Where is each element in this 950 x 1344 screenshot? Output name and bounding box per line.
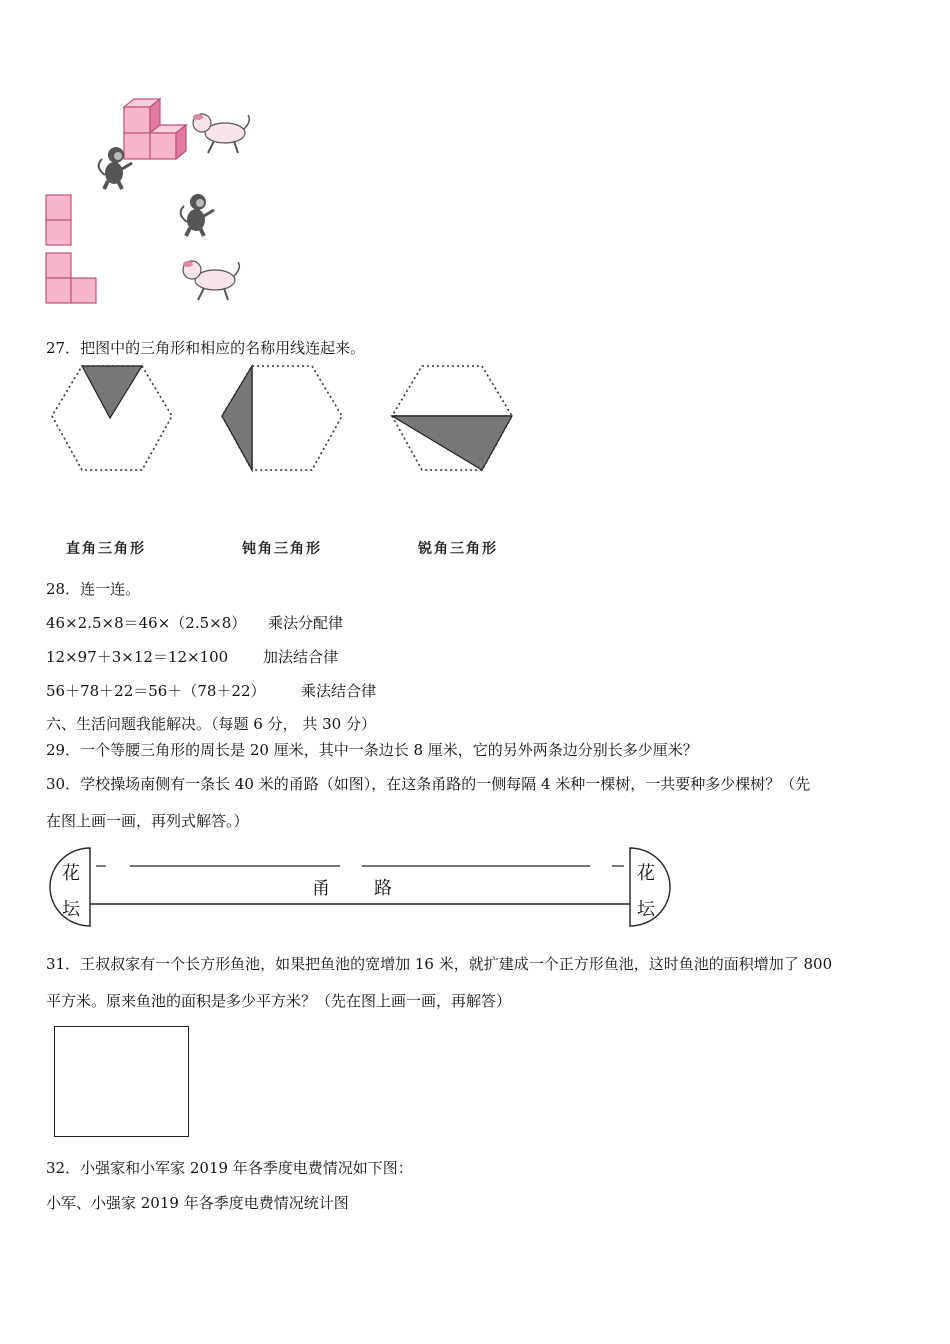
label-obtuse-triangle: 钝角三角形 — [242, 541, 322, 557]
q28-law-1: 乘法分配律 — [268, 614, 344, 632]
flowerbed-right-char-1: 花 — [637, 863, 655, 884]
dog-icon — [183, 261, 239, 300]
q30-question-line2: 在图上画一画，再列式解答。） — [46, 812, 249, 830]
road-label-2: 路 — [374, 878, 392, 899]
q31-question-line2: 平方米。原来鱼池的面积是多少平方米？（先在图上画一画，再解答） — [46, 992, 512, 1010]
q31-question-line1: 31．王叔叔家有一个长方形鱼池，如果把鱼池的宽增加 16 米，就扩建成一个正方形鱼池，这时鱼池的面积增加了 800 — [46, 955, 833, 973]
dog-icon — [193, 114, 249, 153]
q28-law-3: 乘法结合律 — [301, 682, 377, 700]
q32-question: 32．小强家和小军家 2019 年各季度电费情况如下图： — [46, 1159, 413, 1177]
q32-chart-title: 小军、小强家 2019 年各季度电费情况统计图 — [46, 1194, 349, 1212]
q28-expr-3: 56＋78＋22＝56＋（78＋22） — [46, 682, 266, 700]
monkey-icon — [181, 194, 214, 236]
label-acute-triangle: 锐角三角形 — [418, 541, 498, 557]
front-view-option-a — [46, 195, 71, 245]
q29-question: 29．一个等腰三角形的周长是 20 厘米，其中一条边长 8 厘米，它的另外两条边分别长多少厘米？ — [46, 741, 698, 759]
label-right-triangle: 直角三角形 — [66, 541, 146, 557]
q28-expr-2: 12×97＋3×12＝12×100 — [46, 648, 229, 666]
q28-law-2: 加法结合律 — [263, 648, 339, 666]
q28-expr-1: 46×2.5×8＝46×（2.5×8） — [46, 614, 247, 632]
hexagon-obtuse-triangle — [222, 366, 342, 470]
road-label-1: 甬 — [312, 878, 330, 899]
front-view-option-b — [46, 253, 96, 303]
road-diagram — [44, 842, 674, 932]
flowerbed-right-char-2: 坛 — [637, 899, 655, 920]
q30-question-line1: 30．学校操场南侧有一条长 40 米的甬路（如图），在这条甬路的一侧每隔 4 米种一棵树，一共要种多少棵树？（先 — [46, 775, 811, 793]
flowerbed-left-char-2: 坛 — [62, 899, 80, 920]
hexagon-acute-triangle — [392, 366, 512, 470]
q26-figure — [40, 95, 270, 310]
q27-hexagons — [48, 360, 528, 478]
q27-question: 27．把图中的三角形和相应的名称用线连起来。 — [46, 339, 366, 357]
flowerbed-left-char-1: 花 — [62, 863, 80, 884]
cube-stack-3d — [124, 99, 186, 159]
q28-title: 28．连一连。 — [46, 580, 141, 598]
hexagon-right-triangle — [52, 366, 172, 470]
fish-pond-rectangle — [54, 1026, 189, 1137]
section-6-heading: 六、生活问题我能解决。（每题 6 分， 共 30 分） — [46, 715, 376, 733]
